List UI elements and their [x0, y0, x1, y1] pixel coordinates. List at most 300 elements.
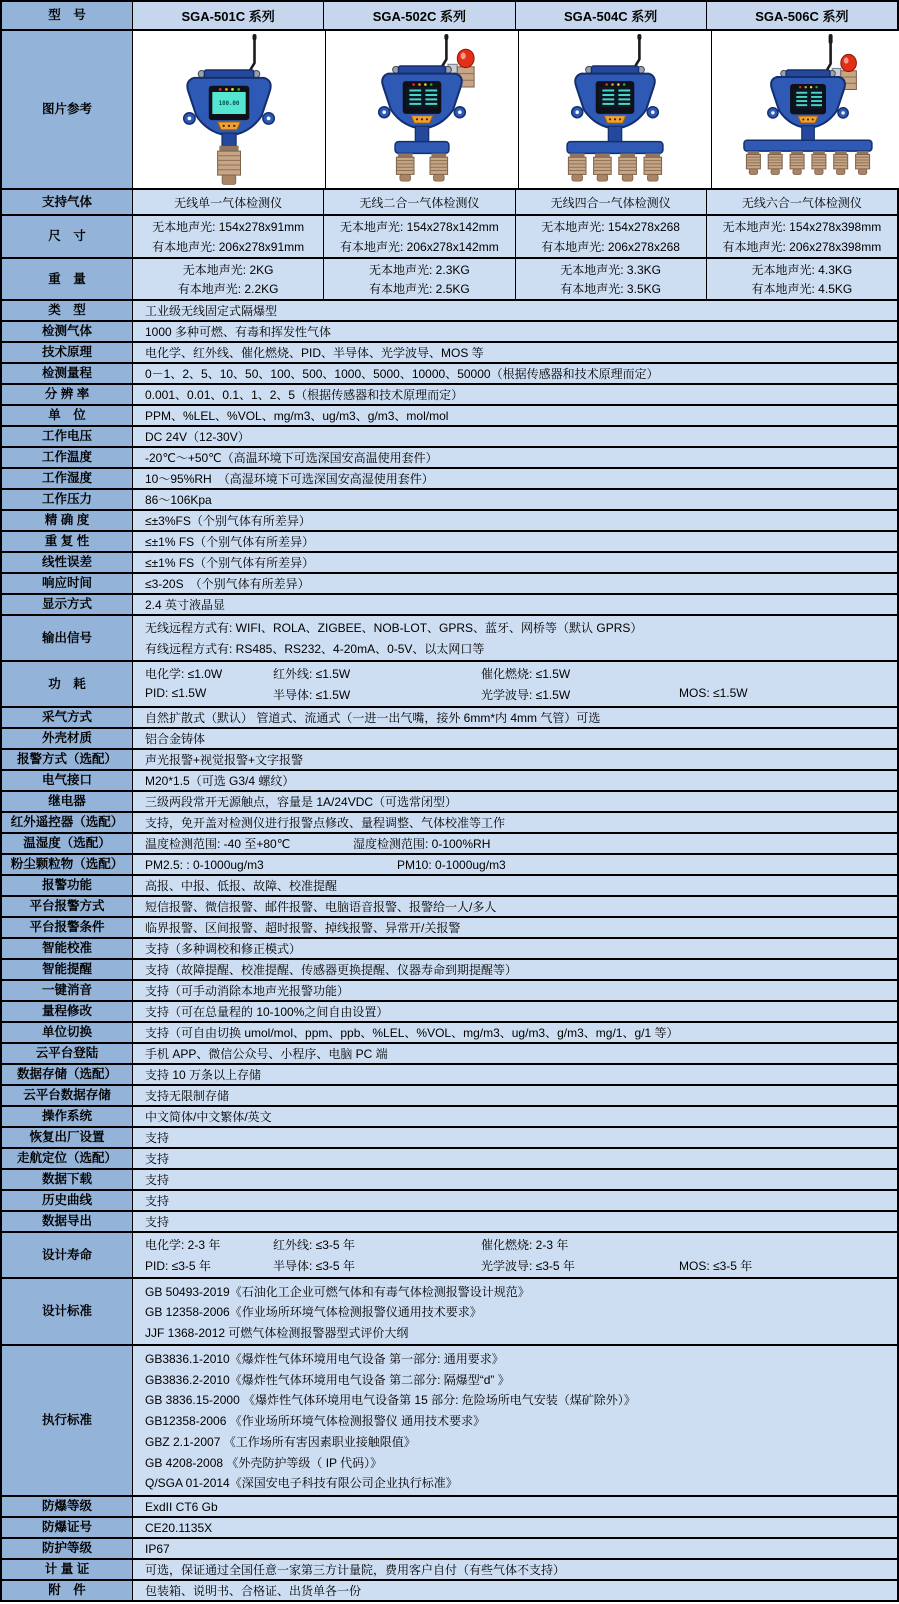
keypad [218, 121, 241, 129]
value-segment: 催化燃烧: 2-3 年 [481, 1238, 569, 1253]
row-label: 支持气体 [2, 190, 132, 214]
row-label: 继电器 [2, 792, 132, 811]
row-label: 智能提醒 [2, 960, 132, 979]
value-line: GB 50493-2019《石油化工企业可燃气体和有毒气体检测报警设计规范》 [145, 1284, 530, 1299]
gas-detector-image-3 [519, 34, 711, 186]
value-line: Q/SGA 01-2014《深国安电子科技有限公司企业执行标准》 [145, 1476, 458, 1491]
row-label: 输出信号 [2, 616, 132, 660]
value-line: 0.001、0.01、0.1、1、2、5（根据传感器和技术原理而定） [145, 388, 464, 402]
value-line: 支持无限制存储 [145, 1089, 230, 1103]
spec-row-18 [2, 708, 897, 727]
spec-row-10 [2, 490, 897, 509]
value-line: 高报、中报、低报、故障、校准提醒 [145, 879, 338, 893]
row-value [133, 1023, 897, 1042]
row-label: 数据导出 [2, 1212, 132, 1231]
row-value [133, 960, 897, 979]
spec-row-34 [2, 1044, 897, 1063]
dimensions-row-cell-2 [324, 216, 514, 257]
row-label: 检测气体 [2, 322, 132, 341]
row-value [133, 981, 897, 1000]
value-line: ≤3-20S （个别气体有所差异） [145, 577, 310, 591]
model-header-row [2, 2, 897, 29]
row-value [133, 1191, 897, 1210]
value-line [145, 686, 748, 703]
spec-row-43 [2, 1233, 897, 1277]
product-image-cell-4 [712, 31, 899, 188]
row-value [133, 662, 897, 706]
row-label: 型 号 [2, 2, 132, 29]
row-value [133, 855, 897, 874]
value-line: 有本地声光: 4.5KG [751, 282, 853, 296]
row-label: 分 辨 率 [2, 385, 132, 404]
row-label: 单位切换 [2, 1023, 132, 1042]
row-value [133, 595, 897, 614]
row-value [133, 771, 897, 790]
value-line [145, 665, 570, 682]
row-value [133, 469, 897, 488]
dimensions-row-cell-3 [516, 216, 706, 257]
sensor-cylinder [644, 153, 662, 181]
spec-row-32 [2, 1002, 897, 1021]
value-segment: 电化学: ≤1.0W [145, 667, 223, 682]
row-value [133, 834, 897, 853]
neck [608, 126, 621, 141]
value-line [145, 1257, 752, 1274]
row-value [133, 1518, 897, 1537]
weight-row [2, 259, 897, 299]
row-label: 防护等级 [2, 1539, 132, 1558]
spec-row-42 [2, 1212, 897, 1231]
spec-row-3 [2, 343, 897, 362]
value-line: 支持（多种调校和修正模式） [145, 942, 302, 956]
value-segment: MOS: ≤3-5 年 [679, 1258, 753, 1273]
row-value [133, 1497, 897, 1516]
value-line: -20℃～+50℃（高温环境下可选深国安高温使用套件） [145, 451, 438, 465]
spec-row-2 [2, 322, 897, 341]
sensor-cylinder [746, 151, 760, 174]
spec-row-17 [2, 662, 897, 706]
value-segment: MOS: ≤1.5W [679, 685, 748, 700]
row-label: 单 位 [2, 406, 132, 425]
value-line: 无本地声光: 154x278x398mm [722, 220, 882, 235]
neck [802, 125, 815, 140]
value-line: 中文简体/中文繁体/英文 [145, 1110, 272, 1124]
value-line: 手机 APP、微信公众号、小程序、电脑 PC 端 [145, 1047, 388, 1061]
value-line: 有本地声光: 206x278x398mm [722, 239, 882, 254]
value-line: 支持 [145, 1173, 170, 1187]
value-line: 1000 多种可燃、有毒和挥发性气体 [145, 325, 332, 339]
row-value [133, 939, 897, 958]
spec-row-49 [2, 1560, 897, 1579]
value-line [145, 835, 490, 852]
row-value [133, 406, 897, 425]
row-value [133, 897, 897, 916]
value-line: 自然扩散式（默认） 管道式、流通式（一进一出气嘴，接外 6mm*内 4mm 气管）可选 [145, 711, 601, 725]
spec-row-15 [2, 595, 897, 614]
value-segment: PM10: 0-1000ug/m3 [397, 857, 506, 872]
row-value [133, 1107, 897, 1126]
row-label: 执行标准 [2, 1346, 132, 1495]
weight-row-cell-1 [133, 259, 323, 299]
supported-gas-row [2, 190, 897, 214]
value-line: 支持（故障提醒、校准提醒、传感器更换提醒、仪器寿命到期提醒等） [145, 963, 518, 977]
row-label: 显示方式 [2, 595, 132, 614]
row-value [133, 708, 897, 727]
manifold-bar [395, 141, 449, 153]
value-line: GB 3836.15-2000 《爆炸性气体环境用电气设备第 15 部分: 危险场所电气安装（煤矿除外）》 [145, 1393, 636, 1408]
row-label: 报警功能 [2, 876, 132, 895]
value-line [145, 858, 506, 872]
row-label: 重 复 性 [2, 532, 132, 551]
row-value [133, 1233, 897, 1277]
model-header-4: SGA-506C 系列 [707, 2, 897, 29]
value-segment: 湿度检测范围: 0-100%RH [353, 837, 491, 851]
value-segment: 红外线: ≤3-5 年 [273, 1238, 355, 1253]
spec-row-5 [2, 385, 897, 404]
value-segment: 半导体: ≤3-5 年 [273, 1258, 355, 1273]
spec-row-8 [2, 448, 897, 467]
row-label: 恢复出厂设置 [2, 1128, 132, 1147]
value-line: GB3836.2-2010《爆炸性气体环境用电气设备 第二部分: 隔爆型“d” 》 [145, 1372, 510, 1387]
neck [222, 133, 236, 146]
sensor-cylinder [768, 151, 782, 174]
row-label: 走航定位（选配） [2, 1149, 132, 1168]
spec-row-13 [2, 553, 897, 572]
row-label: 防爆证号 [2, 1518, 132, 1537]
spec-row-9 [2, 469, 897, 488]
row-label: 操作系统 [2, 1107, 132, 1126]
weight-row-cell-4 [707, 259, 897, 299]
value-line: 声光报警+视觉报警+文字报警 [145, 753, 304, 767]
row-value [133, 1170, 897, 1189]
row-value [133, 364, 897, 383]
value-line: 铝合金铸体 [145, 732, 206, 746]
spec-row-7 [2, 427, 897, 446]
spec-row-30 [2, 960, 897, 979]
spec-row-40 [2, 1170, 897, 1189]
row-value [133, 1212, 897, 1231]
spec-row-47 [2, 1518, 897, 1537]
row-value [133, 1539, 897, 1558]
row-value [133, 1044, 897, 1063]
row-label: 量程修改 [2, 1002, 132, 1021]
value-line: 无本地声光: 154x278x91mm [152, 220, 305, 235]
spec-row-35 [2, 1065, 897, 1084]
row-value [133, 750, 897, 769]
row-label: 工作电压 [2, 427, 132, 446]
spec-row-22 [2, 792, 897, 811]
gas-detector-image-4 [712, 34, 899, 186]
supported-gas-row-cell-2: 无线二合一气体检测仪 [324, 190, 514, 214]
spec-row-28 [2, 918, 897, 937]
row-label: 线性误差 [2, 553, 132, 572]
value-segment: PID: ≤3-5 年 [145, 1258, 211, 1273]
row-label: 平台报警条件 [2, 918, 132, 937]
value-line: 支持 [145, 1194, 170, 1208]
antenna-icon [634, 36, 640, 69]
manifold-bar [567, 141, 663, 153]
row-label: 功 耗 [2, 662, 132, 706]
value-line: GB 12358-2006《作业场所环境气体检测报警仪通用技术要求》 [145, 1305, 482, 1319]
model-header-2: SGA-502C 系列 [324, 2, 514, 29]
row-value [133, 301, 897, 320]
row-label: 云平台数据存储 [2, 1086, 132, 1105]
supported-gas-row-cell-4: 无线六合一气体检测仪 [707, 190, 897, 214]
row-label: 工作压力 [2, 490, 132, 509]
value-line: M20*1.5（可选 G3/4 螺纹） [145, 774, 295, 788]
value-line: 有线远程方式有: RS485、RS232、4-20mA、0-5V、以太网口等 [145, 641, 485, 656]
spec-row-11 [2, 511, 897, 530]
weight-row-cell-2 [324, 259, 514, 299]
value-line: GB3836.1-2010《爆炸性气体环境用电气设备 第一部分: 通用要求》 [145, 1351, 504, 1366]
value-line: CE20.1135X [145, 1520, 213, 1535]
row-value [133, 918, 897, 937]
sensor-cylinder [856, 151, 870, 174]
value-line: 包装箱、说明书、合格证、出货单各一份 [145, 1584, 362, 1598]
sensor-cylinder [218, 145, 241, 184]
value-line: 工业级无线固定式隔爆型 [145, 304, 278, 318]
value-line: 有本地声光: 2.2KG [177, 282, 279, 296]
value-line: 有本地声光: 2.5KG [369, 282, 470, 296]
row-label: 历史曲线 [2, 1191, 132, 1210]
value-line: 支持（可在总量程的 10-100%之间自由设置） [145, 1005, 389, 1019]
row-value [133, 490, 897, 509]
value-segment: PM2.5: : 0-1000ug/m3 [145, 857, 264, 872]
value-line: 10～95%RH （高湿环境下可选深国安高湿使用套件） [145, 472, 434, 486]
row-value [133, 1128, 897, 1147]
value-line: DC 24V（12-30V） [145, 430, 250, 444]
value-line: 2.4 英寸液晶显 [145, 598, 226, 612]
row-label: 图片参考 [2, 31, 132, 188]
antenna-icon [441, 36, 447, 69]
value-line: GB 4208-2008 《外壳防护等级（ IP 代码）》 [145, 1455, 383, 1470]
value-segment: 催化燃烧: ≤1.5W [481, 667, 571, 682]
value-line: 支持（可手动消除本地声光报警功能） [145, 984, 350, 998]
value-line: 无本地声光: 154x278x142mm [340, 220, 499, 235]
spec-row-41 [2, 1191, 897, 1210]
row-value [133, 1086, 897, 1105]
spec-row-24 [2, 834, 897, 853]
row-value [133, 616, 897, 660]
row-label: 数据下载 [2, 1170, 132, 1189]
row-label: 设计寿命 [2, 1233, 132, 1277]
row-label: 类 型 [2, 301, 132, 320]
row-value [133, 1346, 897, 1495]
dimensions-row [2, 216, 897, 257]
product-image-cell-2 [326, 31, 518, 188]
keypad [798, 116, 818, 123]
row-label: 工作温度 [2, 448, 132, 467]
row-value [133, 792, 897, 811]
value-line: GBZ 2.1-2007 《工作场所有害因素职业接触限值》 [145, 1434, 416, 1449]
value-line: 支持 [145, 1152, 170, 1166]
row-value [133, 322, 897, 341]
model-header-3: SGA-504C 系列 [516, 2, 706, 29]
value-line: 有本地声光: 3.5KG [560, 282, 661, 296]
value-line: 86～106Kpa [145, 493, 212, 507]
spec-row-45 [2, 1346, 897, 1495]
row-label: 数据存储（选配） [2, 1065, 132, 1084]
value-line: 无线远程方式有: WIFI、ROLA、ZIGBEE、NOB-LOT、GPRS、蓝牙、网桥等（默认 GPRS） [145, 621, 643, 636]
value-segment: 温度检测范围: -40 至+80℃ [145, 837, 291, 851]
value-line: 支持，免开盖对检测仪进行报警点修改、量程调整、气体校准等工作 [145, 816, 506, 830]
row-value [133, 1002, 897, 1021]
row-label: 外壳材质 [2, 729, 132, 748]
spec-row-6 [2, 406, 897, 425]
antenna-icon [825, 36, 830, 73]
supported-gas-row-cell-3: 无线四合一气体检测仪 [516, 190, 706, 214]
row-label: 响应时间 [2, 574, 132, 593]
spec-row-36 [2, 1086, 897, 1105]
value-line: 0－1、2、5、10、50、100、500、1000、5000、10000、50000（根据传感器和技术原理而定） [145, 367, 659, 381]
row-value [133, 813, 897, 832]
row-value [133, 729, 897, 748]
spec-row-16 [2, 616, 897, 660]
value-line: ≤±1% FS（个别气体有所差异） [145, 535, 315, 549]
dimensions-row-cell-4 [707, 216, 897, 257]
sensor-cylinder [834, 151, 848, 174]
model-header-1: SGA-501C 系列 [133, 2, 323, 29]
row-label: 智能校准 [2, 939, 132, 958]
value-line: 支持 10 万条以上存储 [145, 1068, 262, 1082]
spec-row-4 [2, 364, 897, 383]
dimensions-row-cell-1 [133, 216, 323, 257]
row-label: 检测量程 [2, 364, 132, 383]
spec-row-14 [2, 574, 897, 593]
row-label: 精 确 度 [2, 511, 132, 530]
value-line: 有本地声光: 206x278x268 [541, 239, 680, 254]
row-label: 电气接口 [2, 771, 132, 790]
value-line: 有本地声光: 206x278x142mm [340, 239, 499, 254]
row-value [133, 1065, 897, 1084]
product-image-row [2, 31, 897, 188]
value-line: 电化学、红外线、催化燃烧、PID、半导体、光学波导、MOS 等 [145, 346, 484, 360]
sensor-cylinder [790, 151, 804, 174]
row-label: 红外遥控器（选配） [2, 813, 132, 832]
value-line: 有本地声光: 206x278x91mm [152, 239, 305, 254]
value-line: PPM、%LEL、%VOL、mg/m3、ug/m3、g/m3、mol/mol [145, 409, 449, 423]
row-value [133, 1581, 897, 1600]
row-label: 技术原理 [2, 343, 132, 362]
product-image-cell-1 [133, 31, 325, 188]
row-label: 报警方式（选配） [2, 750, 132, 769]
value-line: 支持 [145, 1131, 170, 1145]
value-line: JJF 1368-2012 可燃气体检测报警器型式评价大纲 [145, 1325, 409, 1340]
row-value [133, 448, 897, 467]
spec-row-39 [2, 1149, 897, 1168]
row-value [133, 553, 897, 572]
gas-detector-image-2 [326, 34, 518, 186]
value-segment: 光学波导: ≤3-5 年 [481, 1258, 575, 1273]
row-label: 平台报警方式 [2, 897, 132, 916]
spec-row-38 [2, 1128, 897, 1147]
antenna-icon [248, 36, 254, 73]
value-line: ≤±1% FS（个别气体有所差异） [145, 556, 315, 570]
row-value [133, 1279, 897, 1344]
row-label: 粉尘颗粒物（选配） [2, 855, 132, 874]
row-label: 一键消音 [2, 981, 132, 1000]
value-line: 可选，保证通过全国任意一家第三方计量院，费用客户自付（有些气体不支持） [145, 1563, 566, 1577]
spec-row-23 [2, 813, 897, 832]
product-image-cell-3 [519, 31, 711, 188]
spec-row-25 [2, 855, 897, 874]
spec-row-20 [2, 750, 897, 769]
value-line: 无本地声光: 2.3KG [369, 263, 470, 277]
sensor-cylinder [430, 153, 448, 181]
value-line: ExdII CT6 Gb [145, 1499, 218, 1514]
spec-row-48 [2, 1539, 897, 1558]
row-label: 云平台登陆 [2, 1044, 132, 1063]
row-label: 防爆等级 [2, 1497, 132, 1516]
spec-row-33 [2, 1023, 897, 1042]
weight-row-cell-3 [516, 259, 706, 299]
neck [415, 126, 428, 141]
value-segment: 红外线: ≤1.5W [273, 667, 351, 682]
value-line: 三级两段常开无源触点，容量是 1A/24VDC（可选常闭型） [145, 795, 458, 809]
row-label: 温湿度（选配） [2, 834, 132, 853]
sensor-cylinder [396, 153, 414, 181]
value-segment: 半导体: ≤1.5W [273, 687, 351, 702]
value-line: 支持（可自由切换 umol/mol、ppm、ppb、%LEL、%VOL、mg/m3、ug/m3、g/m3、mg/1、g/1 等） [145, 1026, 679, 1040]
row-label: 设计标准 [2, 1279, 132, 1344]
value-line: IP67 [145, 1541, 170, 1556]
row-label: 尺 寸 [2, 216, 132, 257]
row-value [133, 876, 897, 895]
spec-row-19 [2, 729, 897, 748]
value-line: 无本地声光: 154x278x268 [541, 220, 680, 235]
manifold-bar [744, 140, 872, 151]
spec-row-37 [2, 1107, 897, 1126]
spec-row-12 [2, 532, 897, 551]
spec-row-31 [2, 981, 897, 1000]
row-value [133, 1149, 897, 1168]
row-value [133, 1560, 897, 1579]
spec-row-46 [2, 1497, 897, 1516]
sensor-cylinder [812, 151, 826, 174]
row-label: 采气方式 [2, 708, 132, 727]
row-value [133, 511, 897, 530]
sensor-cylinder [619, 153, 637, 181]
sensor-cylinder [594, 153, 612, 181]
value-segment: 光学波导: ≤1.5W [481, 687, 571, 702]
value-line [145, 1236, 568, 1253]
spec-row-50 [2, 1581, 897, 1600]
row-value [133, 343, 897, 362]
spec-row-21 [2, 771, 897, 790]
row-value [133, 385, 897, 404]
row-label: 工作湿度 [2, 469, 132, 488]
value-line: GB12358-2006 《作业场所环境气体检测报警仪 通用技术要求》 [145, 1414, 486, 1428]
value-line: 短信报警、微信报警、邮件报警、电脑语音报警、报警给一人/多人 [145, 900, 497, 914]
row-value [133, 532, 897, 551]
supported-gas-row-cell-1: 无线单一气体检测仪 [133, 190, 323, 214]
value-line: 无本地声光: 3.3KG [560, 263, 661, 277]
row-label: 附 件 [2, 1581, 132, 1600]
value-line: 支持 [145, 1215, 170, 1229]
keypad [411, 115, 433, 123]
keypad [604, 115, 626, 123]
value-line: 无本地声光: 4.3KG [751, 263, 853, 277]
screen-reading: 100.00 [218, 100, 240, 107]
gas-detector-image-1 [133, 34, 325, 186]
value-segment: PID: ≤1.5W [145, 685, 207, 700]
spec-row-1 [2, 301, 897, 320]
spec-row-26 [2, 876, 897, 895]
row-value [133, 427, 897, 446]
value-line: 临界报警、区间报警、超时报警、掉线报警、异常开/关报警 [145, 921, 461, 935]
sensor-cylinder [568, 153, 586, 181]
value-line: ≤±3%FS（个别气体有所差异） [145, 514, 311, 528]
